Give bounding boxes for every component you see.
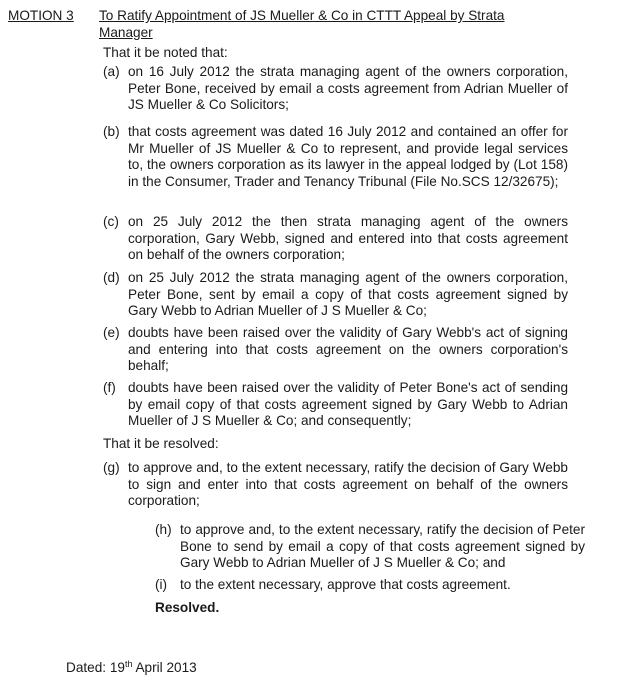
item-marker: (c) — [103, 214, 119, 229]
item-marker: (a) — [103, 64, 120, 79]
noted-intro: That it be noted that: — [103, 45, 228, 60]
item-text: to the extent necessary, approve that costs agreement. — [180, 577, 511, 592]
item-marker: (f) — [103, 380, 116, 395]
item-marker: (g) — [103, 460, 120, 475]
dated-rest: April 2013 — [132, 660, 197, 675]
item-text: to approve and, to the extent necessary, ratify the decision of Peter Bone to send by email a copy of that costs agreement signed by Gary Webb to Adrian Mueller of J S Mueller & Co; and — [180, 522, 585, 571]
item-text: doubts have been raised over the validity of Gary Webb's act of signing and entering into that costs agreement on the owners corporation's behalf; — [128, 325, 568, 374]
dated-suffix: th — [124, 659, 133, 669]
item-text: that costs agreement was dated 16 July 2012 and contained an offer for Mr Mueller of JS Mueller & Co to represent, and provide legal services to, the owners corporation as its lawyer in the appeal lodged by (Lot 158) in the Consumer, Trader and Tenancy Tribunal (File No.SCS 12/32675); — [128, 124, 568, 189]
motion-label: MOTION 3 — [8, 8, 74, 23]
item-text: to approve and, to the extent necessary, ratify the decision of Gary Webb to sign and enter into that costs agreement on behalf of the owners corporation; — [128, 460, 568, 509]
item-marker: (d) — [103, 270, 120, 285]
dated-line — [66, 660, 197, 677]
item-text: on 16 July 2012 the strata managing agent of the owners corporation, Peter Bone, received by email a costs agreement from Adrian Mueller of JS Mueller & Co Solicitors; — [128, 64, 568, 113]
item-marker: (h) — [155, 522, 172, 537]
item-text: doubts have been raised over the validity of Peter Bone's act of sending by email copy of that costs agreement signed by Gary Webb to Adrian Mueller of J S Mueller & Co; and consequently; — [128, 380, 568, 429]
motion-title: To Ratify Appointment of JS Mueller & Co in CTTT Appeal by Strata Manager — [99, 8, 505, 40]
resolved-intro: That it be resolved: — [103, 436, 219, 451]
resolved-label: Resolved. — [155, 600, 220, 615]
item-marker: (e) — [103, 325, 120, 340]
item-text: on 25 July 2012 the then strata managing agent of the owners corporation, Gary Webb, signed and entered into that costs agreement on behalf of the owners corporation; — [128, 214, 568, 263]
item-marker: (i) — [155, 577, 168, 592]
item-marker: (b) — [103, 124, 120, 139]
dated-prefix: Dated: 19 — [66, 660, 125, 675]
item-text: on 25 July 2012 the strata managing agent of the owners corporation, Peter Bone, sent by email a copy of that costs agreement signed by Gary Webb to Adrian Mueller of J S Mueller & Co; — [128, 270, 568, 319]
